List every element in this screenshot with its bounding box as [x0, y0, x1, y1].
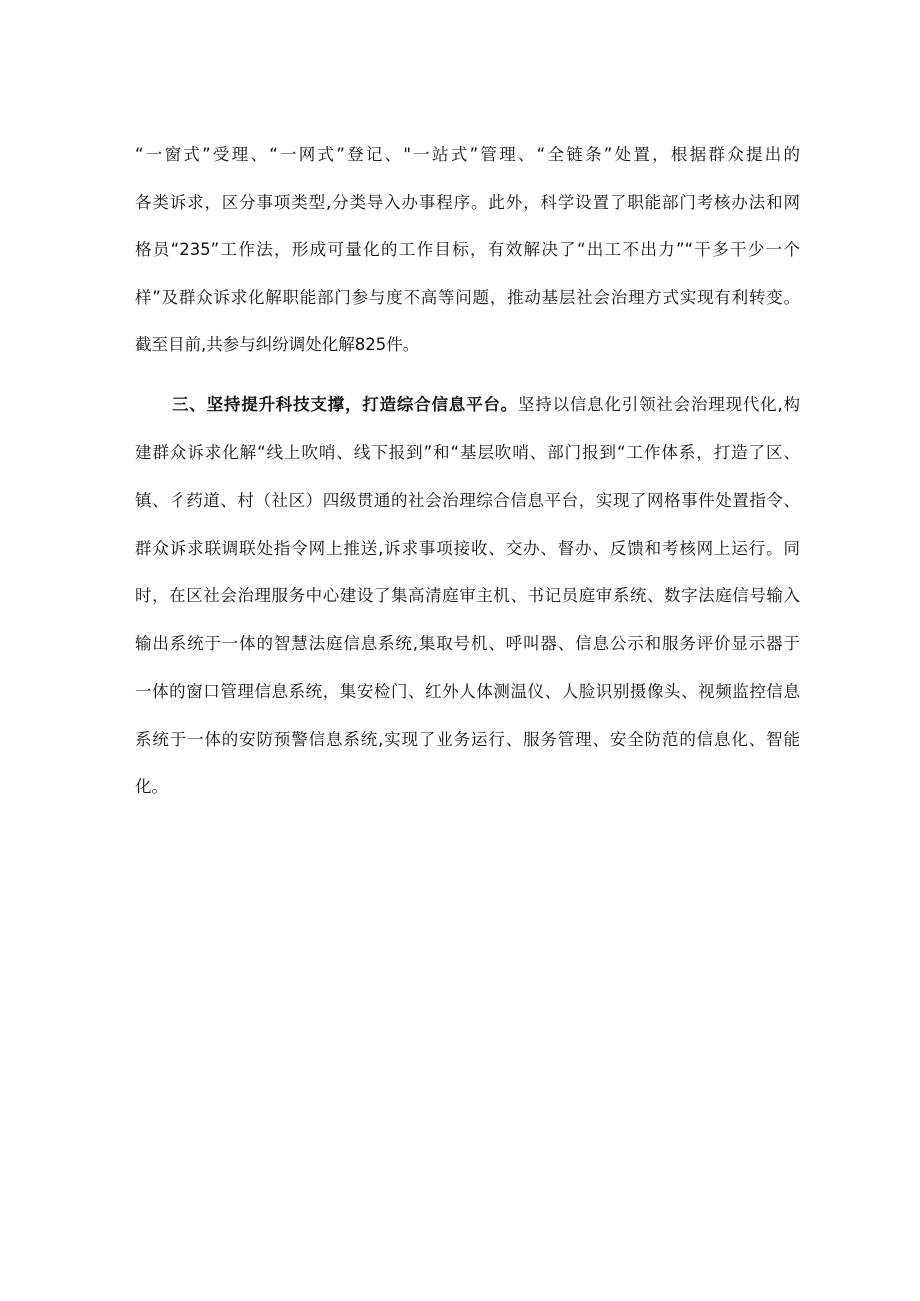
paragraph2-line-1-rest: 坚持以信息化引领社会治理现代化,构 [517, 395, 801, 414]
section-heading: 三、坚持提升科技支撑，打造综合信息平台。 [172, 395, 518, 414]
paragraph2-line-6: 输出系统于一体的智慧法庭信息系统,集取号机、呼叫器、信息公示和服务评价显示器于 [135, 634, 800, 653]
paragraph2-line-1 [172, 393, 800, 417]
paragraph2-line-3: 镇、彳药道、村（社区）四级贯通的社会治理综合信息平台，实现了网格事件处置指令、 [135, 491, 800, 510]
paragraph1-line-3: 格员“235”工作法，形成可量化的工作目标，有效解决了“出工不出力”“干多干少一个 [135, 240, 800, 259]
paragraph1-line-1: “一窗式”受理、“一网式”登记、"一站式”管理、“全链条”处置，根据群众提出的 [135, 145, 800, 164]
paragraph1-line-5: 截至目前,共参与纠纷调处化解825件。 [135, 335, 420, 354]
paragraph2-line-9: 化。 [135, 777, 168, 796]
paragraph2-line-8: 系统于一体的安防预警信息系统,实现了业务运行、服务管理、安全防范的信息化、智能 [135, 730, 800, 749]
paragraph2-line-4: 群众诉求联调联处指令网上推送,诉求事项接收、交办、督办、反馈和考核网上运行。同 [135, 539, 800, 558]
paragraph1-line-4: 样”及群众诉求化解职能部门参与度不高等问题，推动基层社会治理方式实现有利转变。 [135, 288, 800, 307]
paragraph2-line-5: 时，在区社会治理服务中心建设了集高清庭审主机、书记员庭审系统、数字法庭信号输入 [135, 586, 800, 605]
paragraph2-line-7: 一体的窗口管理信息系统，集安检门、红外人体测温仪、人脸识别摄像头、视频监控信息 [135, 682, 800, 701]
paragraph1-line-2: 各类诉求，区分事项类型,分类导入办事程序。此外，科学设置了职能部门考核办法和网 [135, 193, 800, 212]
paragraph2-line-2: 建群众诉求化解“线上吹哨、线下报到”和“基层吹哨、部门报到“工作体系，打造了区、 [135, 443, 800, 462]
